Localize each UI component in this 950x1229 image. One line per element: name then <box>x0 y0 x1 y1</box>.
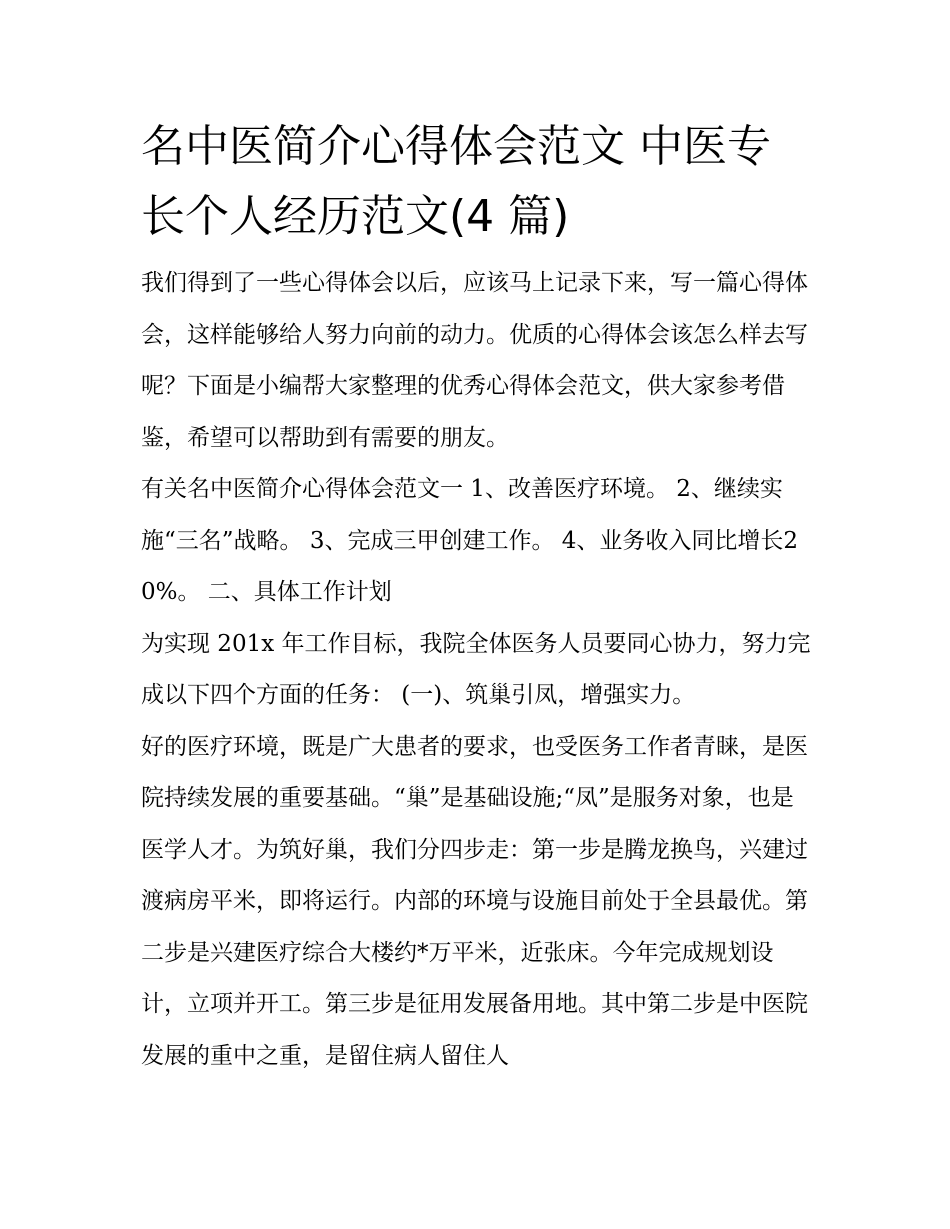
document-content <box>141 112 813 1082</box>
document-title: 名中医简介心得体会范文 中医专长个人经历范文(4 篇) <box>141 121 771 242</box>
paragraph-intro: 我们得到了一些心得体会以后，应该马上记录下来，写一篇心得体会，这样能够给人努力向前的动力。优质的心得体会该怎么样去写呢？下面是小编帮大家整理的优秀心得体会范文，供大家参考借鉴，希望可以帮助到有需要的朋友。 <box>141 270 808 451</box>
paragraph-tasks: 为实现 201x 年工作目标，我院全体医务人员要同心协力，努力完成以下四个方面的任务： (一)、筑巢引凤，增强实力。 <box>141 630 811 708</box>
title-block <box>141 112 813 252</box>
paragraph-environment: 好的医疗环境，既是广大患者的要求，也受医务工作者青睐，是医院持续发展的重要基础。“巢”是基础设施;“凤”是服务对象，也是医学人才。为筑好巢，我们分四步走：第一步是腾龙换鸟，兴建过渡病房平米，即将运行。内部的环境与设施目前处于全县最优。第二步是兴建医疗综合大楼约*万平米，近张床。今年完成规划设计，立项并开工。第三步是征用发展备用地。其中第二步是中医院发展的重中之重，是留住病人留住人 <box>141 733 808 1069</box>
paragraph-goals: 有关名中医简介心得体会范文一 1、改善医疗环境。 2、继续实施“三名”战略。 3、完成三甲创建工作。 4、业务收入同比增长20%。 二、具体工作计划 <box>141 476 799 605</box>
